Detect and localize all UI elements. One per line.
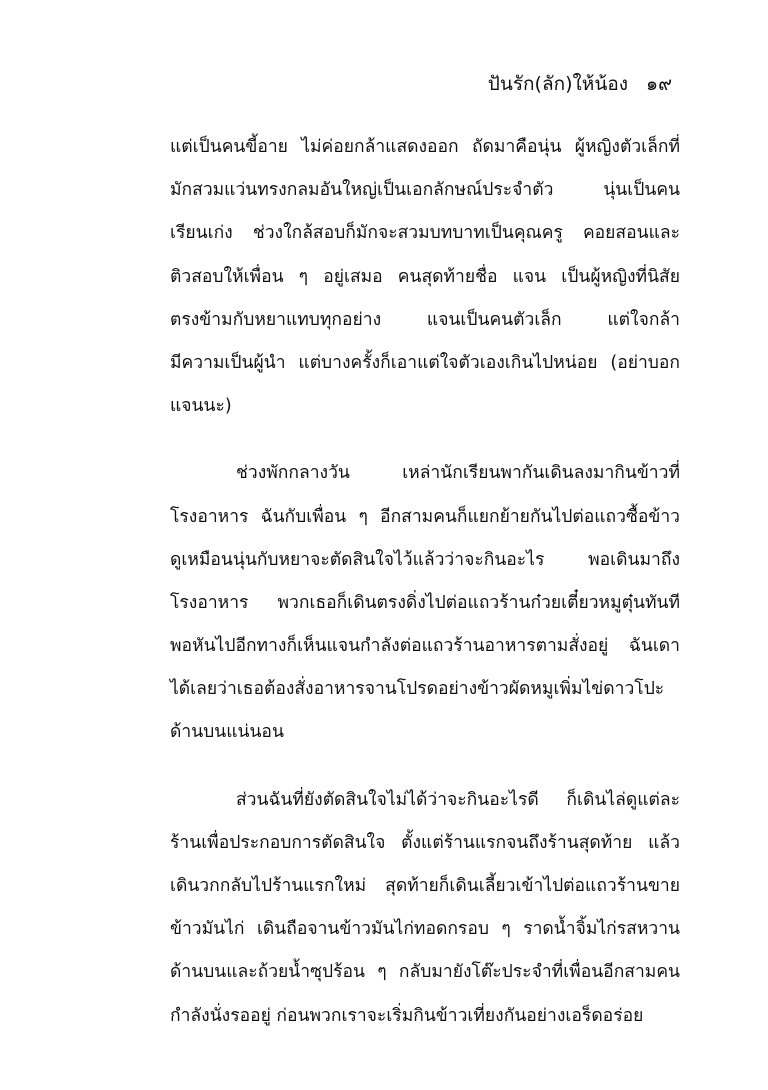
paragraph-2: [170, 452, 680, 754]
text-line: ด้านบนและถ้วยน้ำซุปร้อน ๆ กลับมายังโต๊ะประจำที่เพื่อนอีกสามคน: [170, 962, 680, 983]
text-line: แต่เป็นคนขี้อาย ไม่ค่อยกล้าแสดงออก ถัดมาคือนุ่น ผู้หญิงตัวเล็กที่: [170, 137, 680, 157]
text-line: มีความเป็นผู้นำ แต่บางครั้งก็เอาแต่ใจตัวเองเกินไปหน่อย (อย่าบอก: [170, 352, 680, 373]
running-header: [488, 70, 672, 98]
text-line: ติวสอบให้เพื่อน ๆ อยู่เสมอ คนสุดท้ายชื่อ แจน เป็นผู้หญิงที่นิสัย: [170, 266, 680, 287]
paragraph-1: [170, 126, 680, 428]
text-line: เดินวกกลับไปร้านแรกใหม่ สุดท้ายก็เดินเลี้ยวเข้าไปต่อแถวร้านขาย: [170, 876, 680, 896]
text-line: ด้านบนแน่นอน: [170, 722, 284, 743]
text-line: โรงอาหาร ฉันกับเพื่อน ๆ อีกสามคนก็แยกย้ายกันไปต่อแถวซื้อข้าว: [170, 506, 680, 527]
text-line: ดูเหมือนนุ่นกับหยาจะตัดสินใจไว้แล้วว่าจะกินอะไร พอเดินมาถึง: [170, 549, 680, 570]
text-line: ช่วงพักกลางวัน เหล่านักเรียนพากันเดินลงมากินข้าวที่: [236, 463, 680, 484]
text-line: ตรงข้ามกับหยาแทบทุกอย่าง แจนเป็นคนตัวเล็ก แต่ใจกล้า: [170, 309, 680, 330]
page-number: ๑๙: [646, 73, 672, 95]
text-line: กำลังนั่งรออยู่ ก่อนพวกเราจะเริ่มกินข้าวเที่ยงกันอย่างเอร็ดอร่อย: [170, 1005, 644, 1026]
text-line: ร้านเพื่อประกอบการตัดสินใจ ตั้งแต่ร้านแรกจนถึงร้านสุดท้าย แล้ว: [170, 832, 680, 853]
body-text: [170, 126, 680, 1062]
text-line: เรียนเก่ง ช่วงใกล้สอบก็มักจะสวมบทบาทเป็นคุณครู คอยสอนและ: [170, 223, 680, 244]
text-line: มักสวมแว่นทรงกลมอันใหญ่เป็นเอกลักษณ์ประจำตัว นุ่นเป็นคน: [170, 180, 680, 201]
text-line: ได้เลยว่าเธอต้องสั่งอาหารจานโปรดอย่างข้าวผัดหมูเพิ่มไข่ดาวโปะ: [170, 679, 665, 700]
text-line: โรงอาหาร พวกเธอก็เดินตรงดิ่งไปต่อแถวร้านก๋วยเตี๋ยวหมูตุ๋นทันที: [170, 592, 680, 613]
book-title: ปันรัก(ลัก)ให้น้อง: [487, 73, 629, 95]
paragraph-3: [170, 779, 680, 1038]
text-line: ส่วนฉันที่ยังตัดสินใจไม่ได้ว่าจะกินอะไรดี ก็เดินไล่ดูแต่ละ: [236, 789, 680, 810]
text-line: แจนนะ): [170, 396, 232, 417]
text-line: ข้าวมันไก่ เดินถือจานข้าวมันไก่ทอดกรอบ ๆ ราดน้ำจิ้มไก่รสหวาน: [170, 919, 680, 940]
text-line: พอหันไปอีกทางก็เห็นแจนกำลังต่อแถวร้านอาหารตามสั่งอยู่ ฉันเดา: [170, 636, 680, 657]
